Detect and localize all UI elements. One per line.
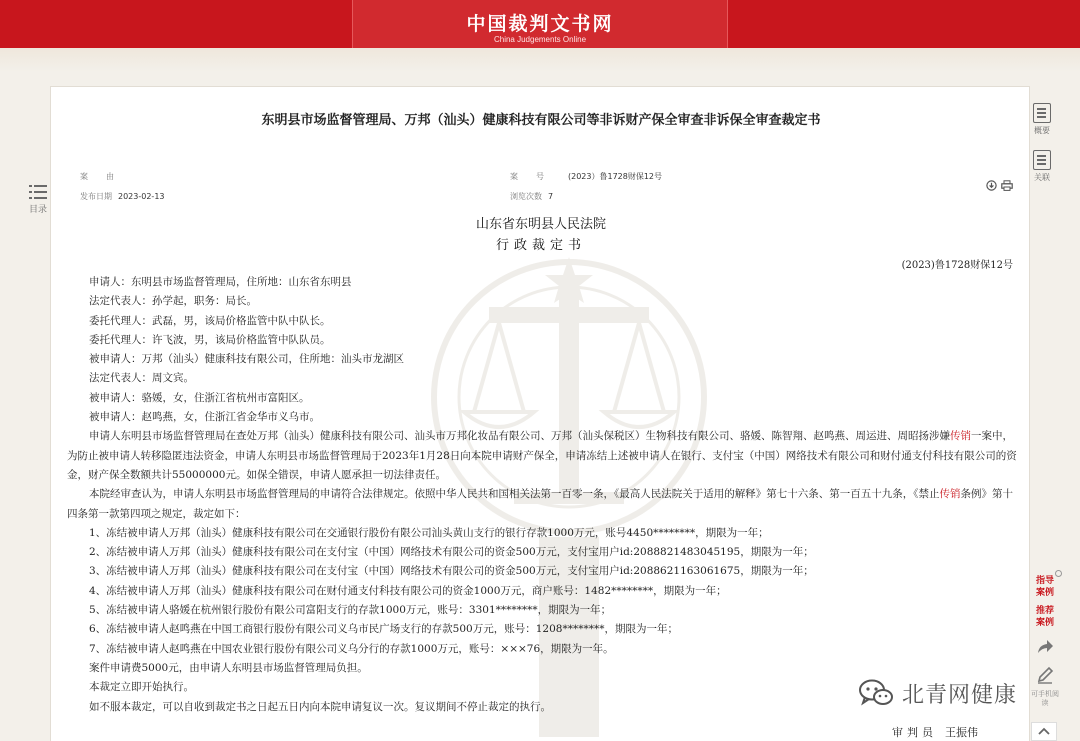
account-watermark — [858, 676, 1017, 710]
meta-case-number-value: (2023）鲁1728财保12号 — [568, 172, 663, 181]
download-icon[interactable] — [986, 180, 997, 191]
pen-icon[interactable] — [1034, 664, 1056, 686]
related-label: 关联 — [1034, 173, 1050, 182]
ruling-item: 4、冻结被申请人万邦（汕头）健康科技有限公司在财付通支付科技有限公司的资金1000万元，商户账号：1482********，期限为一年； — [89, 584, 727, 597]
header-shadow — [0, 48, 1080, 72]
ruling-item: 3、冻结被申请人万邦（汕头）健康科技有限公司在支付宝（中国）网络技术有限公司的资金500万元，支付宝用户id:2088621163061675，期限为一年； — [89, 565, 814, 578]
meta-view-count — [510, 191, 553, 202]
court-name: 山东省东明县人民法院 — [475, 217, 606, 232]
closing-paragraph: 本裁定立即开始执行。 — [89, 681, 194, 694]
text-segment: 申请人东明县市场监督管理局在查处万邦（汕头）健康科技有限公司、汕头市万邦化妆品有限公司、万邦（汕头保税区）生物科技有限公司、骆媛、陈智翔、赵鸣燕、周运进、周昭扬涉嫌 — [89, 430, 950, 443]
meta-publish-date — [80, 191, 165, 202]
paragraph: 委托代理人：武磊，男，该局价格监管中队中队长。 — [89, 314, 331, 327]
meta-publish-date-label: 发布日期 — [80, 192, 112, 201]
document-type: 行政裁定书 — [495, 238, 586, 253]
meta-view-count-label: 浏览次数 — [510, 192, 542, 201]
paragraph: 被申请人：赵鸣燕，女，住浙江省金华市义乌市。 — [89, 411, 320, 424]
site-logo[interactable] — [352, 0, 728, 48]
back-to-top-button[interactable] — [1031, 722, 1057, 741]
arrow-up-icon — [1032, 723, 1056, 740]
meta-publish-date-value: 2023-02-13 — [118, 192, 165, 201]
meta-case-number — [510, 171, 662, 182]
share-icon[interactable] — [1034, 636, 1056, 658]
text-segment: 条例》第十四条第一款第四项之规定，裁定如下： — [67, 488, 1013, 520]
guide-case-link[interactable]: 指导案例 — [1035, 576, 1054, 598]
related-document-icon — [1033, 150, 1051, 170]
signature-name: 王振伟 — [945, 726, 978, 739]
paragraph: 被申请人：万邦（汕头）健康科技有限公司，住所地：汕头市龙湖区 — [89, 353, 404, 366]
print-icon[interactable] — [1001, 180, 1013, 191]
ruling-item: 6、冻结被申请人赵鸣燕在中国工商银行股份有限公司义乌市民广场支行的存款500万元，账号：1208********，期限为一年； — [89, 623, 678, 636]
ruling-item: 5、冻结被申请人骆媛在杭州银行股份有限公司富阳支行的存款1000万元，账号：3301********，期限为一年； — [89, 604, 612, 617]
case-number: (2023)鲁1728财保12号 — [901, 260, 1013, 271]
highlighted-keyword[interactable]: 传销 — [939, 488, 961, 501]
document-body — [67, 273, 1017, 717]
paragraph: 申请人：东明县市场监督管理局，住所地：山东省东明县 — [89, 276, 352, 288]
site-name-cn: 中国裁判文书网 — [466, 13, 614, 35]
wechat-icon — [858, 678, 894, 708]
paragraph: 被申请人：骆媛，女，住浙江省杭州市富阳区。 — [89, 391, 310, 404]
paragraph-review — [67, 485, 1017, 524]
highlighted-keyword[interactable]: 传销 — [950, 430, 971, 443]
summary-button[interactable] — [1030, 103, 1054, 136]
account-name: 北青网健康 — [902, 682, 1018, 708]
paragraph: 法定代表人：孙学起，职务：局长。 — [89, 295, 257, 308]
related-button[interactable] — [1030, 150, 1054, 183]
closing-paragraph: 如不服本裁定，可以自收到裁定书之日起五日内向本院申请复议一次。复议期间不停止裁定的执行。 — [89, 700, 551, 713]
meta-view-count-value: 7 — [548, 192, 554, 201]
document-card — [50, 86, 1030, 741]
paragraph-application — [67, 427, 1017, 485]
document-summary-icon — [1033, 103, 1051, 123]
site-header — [0, 0, 1080, 48]
signature-judge — [892, 724, 978, 740]
ruling-item: 2、冻结被申请人万邦（汕头）健康科技有限公司在支付宝（中国）网络技术有限公司的资金500万元，支付宝用户id:2088821483045195，期限为一年； — [89, 546, 814, 559]
paragraph: 法定代表人：周文宾。 — [89, 372, 194, 385]
signature-role: 审判员 — [892, 726, 937, 739]
document-title: 东明县市场监督管理局、万邦（汕头）健康科技有限公司等非诉财产保全审查非诉保全审查裁定书 — [261, 113, 821, 128]
mobile-read-link[interactable]: 可手机阅读 — [1031, 690, 1059, 707]
paragraph: 委托代理人：许飞波，男，该局价格监管中队队员。 — [89, 333, 331, 346]
outline-button[interactable] — [26, 184, 50, 215]
meta-cause — [80, 171, 138, 182]
list-icon — [29, 184, 47, 200]
ruling-item: 7、冻结被申请人赵鸣燕在中国农业银行股份有限公司义乌分行的存款1000万元，账号：×××76，期限为一年。 — [89, 642, 614, 655]
outline-label: 目录 — [28, 205, 47, 215]
ruling-item: 1、冻结被申请人万邦（汕头）健康科技有限公司在交通银行股份有限公司汕头黄山支行的银行存款1000万元，账号4450********，期限为一年； — [89, 526, 769, 539]
meta-cause-label: 案由 — [80, 172, 132, 181]
meta-case-number-label: 案号 — [510, 172, 562, 181]
site-name-en: China Judgements Online — [493, 35, 587, 44]
summary-label: 概要 — [1034, 126, 1050, 135]
doc-tools — [986, 178, 1013, 191]
text-segment: 一案中，为防止被申请人转移隐匿违法资金，申请人东明县市场监督管理局于2023年1月28日向本院申请财产保全，申请冻结上述被申请人在银行、支付宝（中国）网络技术有限公司和财付通支付科技有限公司的资金，财产保全数额共计55000000元。如保全错误，申请人愿承担一切法律责任。 — [67, 430, 1017, 481]
closing-paragraph: 案件申请费5000元，由申请人东明县市场监督管理局负担。 — [89, 661, 368, 674]
recommended-case-link[interactable]: 推荐案例 — [1035, 606, 1054, 628]
text-segment: 本院经审查认为，申请人东明县市场监督管理局的申请符合法律规定。依照中华人民共和国相关法第一百零一条，《最高人民法院关于适用的解释》第七十六条、第一百五十九条，《禁止 — [89, 488, 940, 501]
